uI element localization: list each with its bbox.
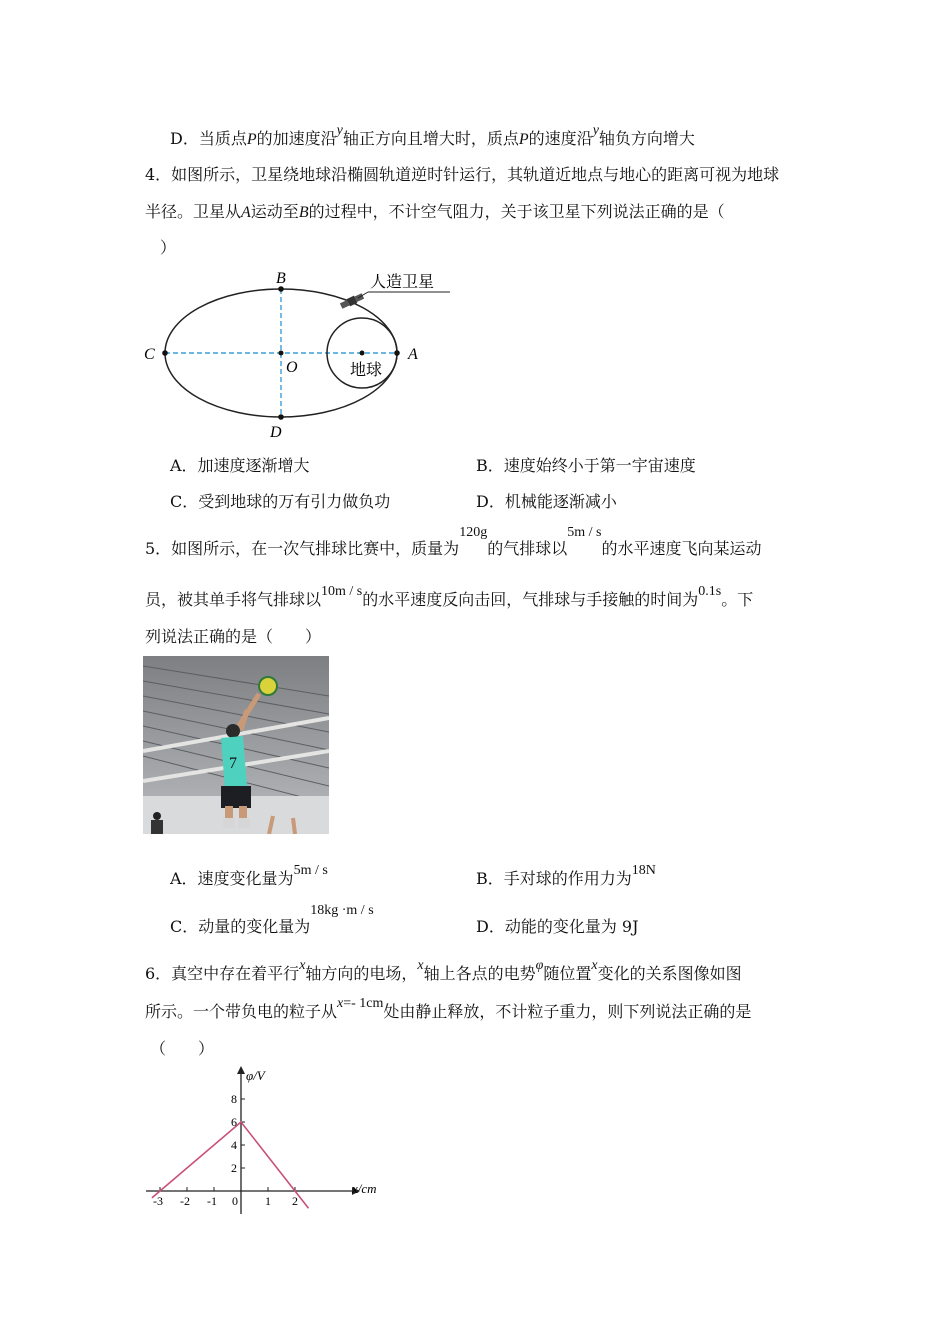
x-tick-label: 0 [232, 1194, 238, 1208]
earth-center [360, 351, 365, 356]
svg-text:7: 7 [229, 755, 237, 772]
y-axis-label: φ/V [246, 1068, 265, 1083]
var-x: x [337, 996, 344, 1011]
point-b [278, 286, 284, 292]
volleyball [259, 677, 277, 695]
q6-stem-line3: （ ） [150, 1039, 215, 1058]
volleyball-photo [143, 656, 329, 834]
label-c: C [144, 346, 155, 363]
y-tick-label: 6 [231, 1115, 237, 1129]
x-tick-label: 1 [265, 1194, 271, 1208]
text: 5．如图所示，在一次气排球比赛中，质量为 [145, 539, 460, 558]
point-c [162, 350, 168, 356]
x-tick-label: -3 [153, 1194, 163, 1208]
q4-stem-line2 [145, 202, 725, 223]
text: 轴上各点的电势 [423, 964, 536, 983]
text: 运动至 [250, 202, 299, 221]
label-b: B [276, 270, 286, 287]
value: 18kg ·m / s [310, 903, 374, 918]
q4-stem-line3: ） [160, 238, 177, 257]
q5-option-b[interactable] [476, 863, 656, 891]
var-p: P [246, 131, 257, 148]
value: 18N [631, 863, 656, 878]
text: 的速度沿 [528, 129, 593, 148]
point-a [394, 350, 400, 356]
value-position: =- 1cm [343, 996, 384, 1011]
var-p: P [518, 131, 529, 148]
q4-stem-line1: 4．如图所示，卫星绕地球沿椭圆轨道逆时针运行，其轨道近地点与地心的距离可视为地球 [145, 165, 780, 184]
value-v1: 5m / s [567, 525, 602, 540]
q5-option-c[interactable] [170, 903, 374, 939]
text: 6．真空中存在着平行 [145, 964, 300, 983]
text: 员，被其单手将气排球以 [145, 590, 322, 609]
y-tick-labels [231, 1092, 245, 1175]
label-earth: 地球 [350, 360, 383, 379]
q4-option-c[interactable]: C．受到地球的万有引力做负功 [170, 492, 391, 511]
q4-option-d[interactable]: D．机械能逐渐减小 [476, 492, 617, 511]
label-a: A [408, 346, 418, 363]
text: 的气排球以 [487, 539, 568, 558]
text: 。下 [721, 590, 754, 609]
value-v2: 10m / s [321, 584, 363, 599]
text: 轴正方向且增大时，质点 [342, 129, 519, 148]
text: B．手对球的作用力为 [476, 869, 632, 888]
var-x: x [591, 958, 598, 973]
text: 当质点 [198, 129, 247, 148]
q5-stem-line3: 列说法正确的是（ ） [145, 627, 322, 646]
y-tick-label: 4 [231, 1138, 237, 1152]
text: 的加速度沿 [256, 129, 337, 148]
potential-chart [140, 1062, 390, 1222]
q3-option-d[interactable] [170, 123, 695, 151]
x-tick-label: -1 [207, 1194, 217, 1208]
text: 的水平速度反向击回，气排球与手接触的时间为 [362, 590, 699, 609]
q6-stem-line1 [145, 958, 742, 986]
q5-stem-line2 [145, 584, 754, 612]
text: 随位置 [543, 964, 592, 983]
ellipse-center [279, 351, 284, 356]
var-x: x [417, 958, 424, 973]
text: 处由静止释放，不计粒子重力，则下列说法正确的是 [383, 1002, 752, 1021]
var-phi: φ [535, 958, 544, 973]
text: 所示。一个带负电的粒子从 [145, 1002, 338, 1021]
text: 轴负方向增大 [598, 129, 695, 148]
point-d [278, 414, 284, 420]
q4-option-b[interactable]: B．速度始终小于第一宇宙速度 [476, 456, 696, 475]
value-mass: 120g [459, 525, 488, 540]
q6-stem-line2 [145, 996, 752, 1024]
var-y: y [336, 123, 343, 138]
orbit-diagram [140, 265, 460, 445]
q5-option-a[interactable] [170, 863, 328, 891]
value-time: 0.1s [698, 584, 722, 599]
value: 5m / s [293, 863, 328, 878]
text: 轴方向的电场， [305, 964, 418, 983]
option-label: D． [170, 129, 199, 148]
q4-option-a[interactable]: A．加速度逐渐增大 [170, 456, 310, 475]
text: 的水平速度飞向某运动 [601, 539, 762, 558]
var-x: x [299, 958, 306, 973]
text: 变化的关系图像如图 [597, 964, 742, 983]
y-tick-label: 2 [231, 1161, 237, 1175]
text: 的过程中，不计空气阻力，关于该卫星下列说法正确的是（ [308, 202, 725, 221]
text: 半径。卫星从 [145, 202, 242, 221]
x-tick-labels [153, 1187, 298, 1208]
label-d: D [270, 424, 282, 441]
var-a: A [241, 204, 251, 221]
y-axis-arrow [237, 1066, 245, 1074]
label-satellite: 人造卫星 [370, 272, 435, 291]
q5-option-d[interactable]: D．动能的变化量为 9J [476, 917, 639, 936]
text: A．速度变化量为 [170, 869, 294, 888]
x-tick-label: -2 [180, 1194, 190, 1208]
q5-stem-line1 [145, 525, 762, 561]
x-axis-label: x/cm [352, 1181, 377, 1196]
var-y: y [592, 123, 599, 138]
y-tick-label: 8 [231, 1092, 237, 1106]
x-tick-label: 2 [292, 1194, 298, 1208]
label-o: O [286, 359, 298, 376]
text: C．动量的变化量为 [170, 917, 311, 936]
var-b: B [298, 204, 309, 221]
